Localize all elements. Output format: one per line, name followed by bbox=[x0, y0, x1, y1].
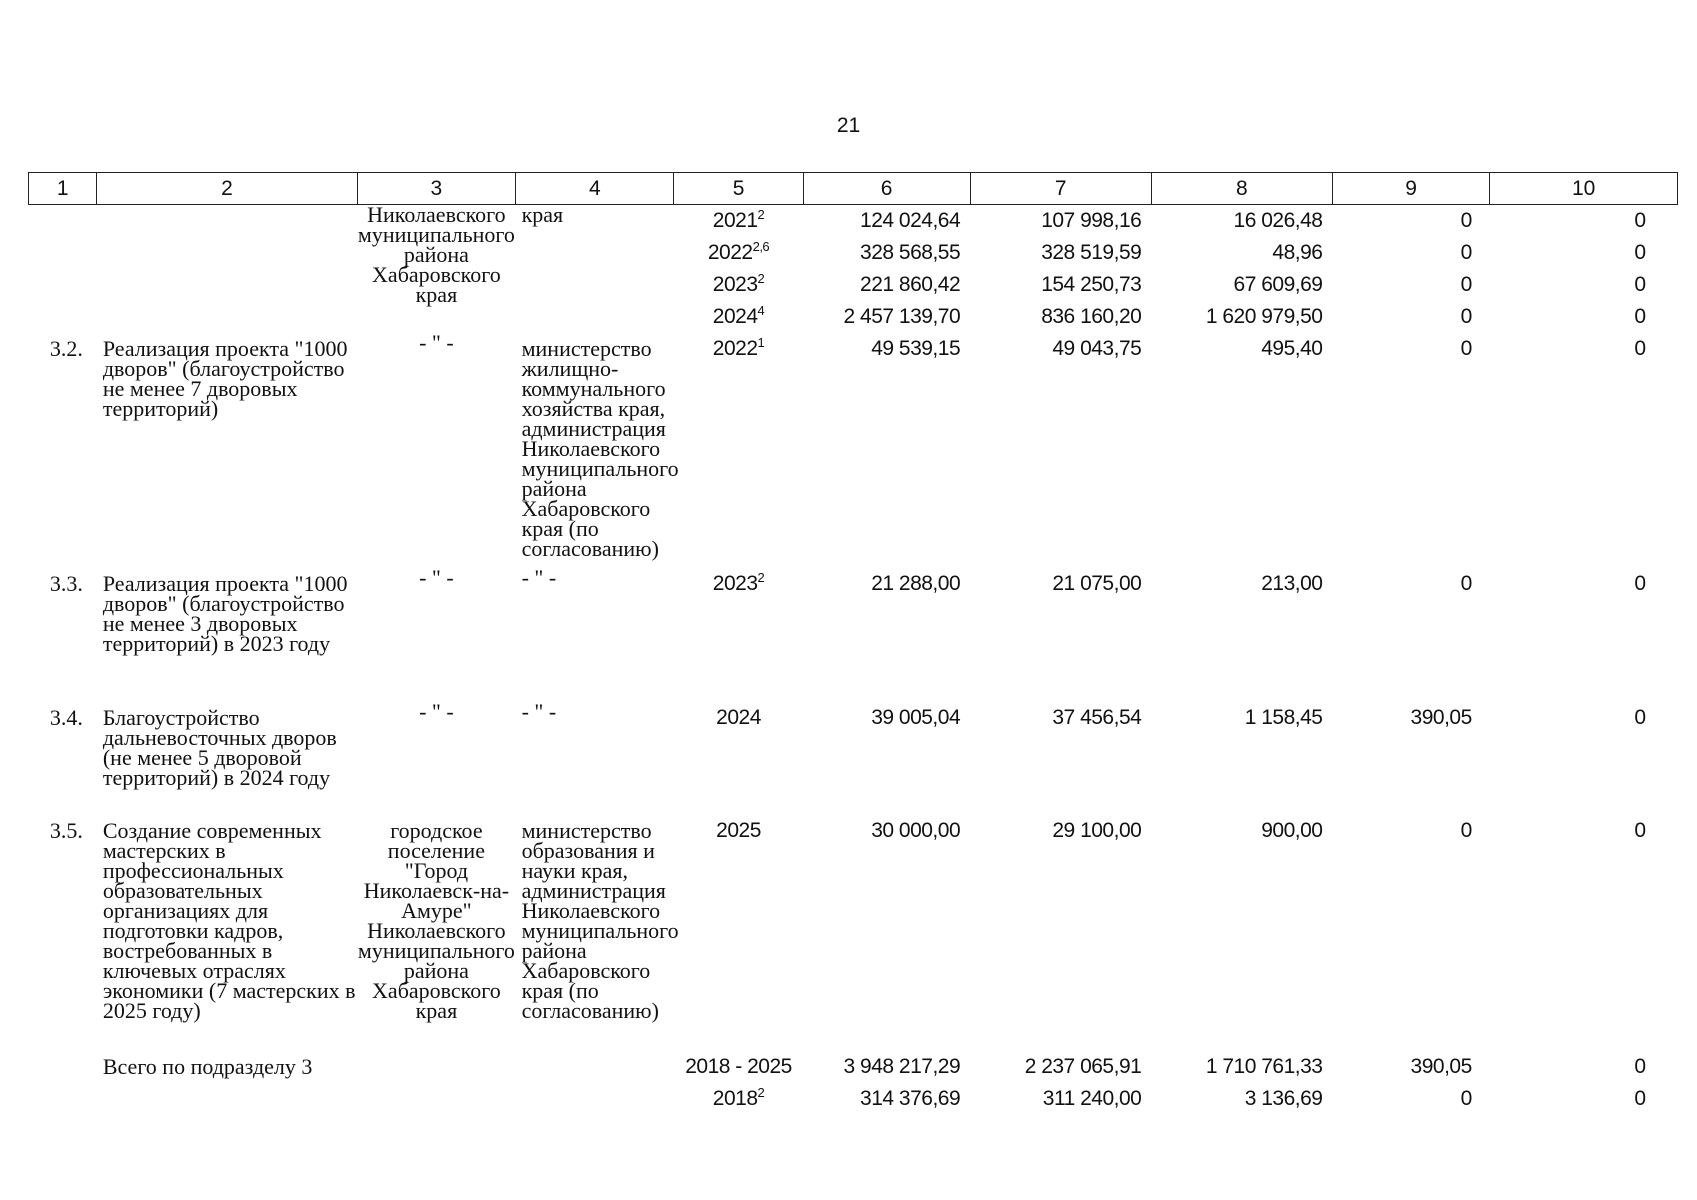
amount-cell: 37 456,54 bbox=[1052, 706, 1142, 729]
amount-cell: 390,05 bbox=[1410, 706, 1472, 729]
responsible-cell: министерство жилищно-коммунального хозяйства края, администрация Николаевского муниципального района Хабаровского края (по согласованию) bbox=[521, 336, 679, 561]
amount-cell: 30 000,00 bbox=[871, 819, 961, 842]
row-number: 3.2. bbox=[49, 336, 83, 361]
year-cell: 2023$^2$ bbox=[712, 271, 765, 296]
amount-cell: 0 bbox=[1460, 337, 1472, 360]
measure-name: Реализация проекта "1000 дворов" (благоустройство не менее 3 дворовых территорий) в 2023 году bbox=[102, 571, 348, 656]
year-cell: 2025 bbox=[716, 819, 761, 842]
amount-cell: 1 710 761,33 bbox=[1205, 1055, 1323, 1078]
column-header: 8 bbox=[1151, 173, 1332, 205]
measure-name: Реализация проекта "1000 дворов" (благоустройство не менее 7 дворовых территорий) bbox=[102, 336, 348, 421]
executor-cell: Николаевского муниципального района Хабаровского края bbox=[357, 202, 515, 307]
total-label: Всего по подразделу 3 bbox=[102, 1054, 313, 1079]
year-cell: 2018 - 2025 bbox=[685, 1055, 792, 1078]
responsible-cell: - " - bbox=[521, 565, 557, 590]
amount-cell: 0 bbox=[1460, 209, 1472, 232]
amount-cell: 29 100,00 bbox=[1052, 819, 1142, 842]
executor-cell: городское поселение "Город Николаевск-на-Амуре" Николаевского муниципального района Хабаровского края bbox=[357, 818, 515, 1023]
year-cell: 2024$^4$ bbox=[712, 303, 765, 328]
column-header: 6 bbox=[803, 173, 970, 205]
row-number: 3.4. bbox=[49, 705, 83, 730]
amount-cell: 213,00 bbox=[1261, 572, 1323, 595]
year-cell: 2022$^{2,6}$ bbox=[707, 239, 770, 264]
amount-cell: 21 288,00 bbox=[871, 572, 961, 595]
amount-cell: 0 bbox=[1634, 209, 1646, 232]
amount-cell: 2 237 065,91 bbox=[1024, 1055, 1142, 1078]
amount-cell: 0 bbox=[1634, 819, 1646, 842]
row-number: 3.5. bbox=[49, 818, 83, 843]
year-cell: 2021$^2$ bbox=[712, 207, 765, 232]
amount-cell: 0 bbox=[1634, 1087, 1646, 1110]
budget-table bbox=[28, 172, 1678, 1115]
amount-cell: 328 519,59 bbox=[1041, 241, 1142, 264]
amount-cell: 16 026,48 bbox=[1233, 209, 1323, 232]
measure-name: Благоустройство дальневосточных дворов (не менее 5 дворовой территорий) в 2024 году bbox=[102, 705, 337, 790]
responsible-cell: - " - bbox=[521, 699, 557, 724]
amount-cell: 0 bbox=[1460, 572, 1472, 595]
column-header: 5 bbox=[674, 173, 803, 205]
table-row-continuation bbox=[29, 237, 1678, 269]
amount-cell: 314 376,69 bbox=[860, 1087, 961, 1110]
table-row bbox=[29, 815, 1678, 1051]
amount-cell: 21 075,00 bbox=[1052, 572, 1142, 595]
responsible-cell: министерство образования и науки края, администрация Николаевского муниципального района Хабаровского края (по согласованию) bbox=[521, 818, 679, 1023]
table-row bbox=[29, 333, 1678, 568]
column-number-row bbox=[29, 173, 1678, 205]
amount-cell: 495,40 bbox=[1261, 337, 1323, 360]
amount-cell: 0 bbox=[1634, 706, 1646, 729]
column-header: 4 bbox=[516, 173, 674, 205]
amount-cell: 0 bbox=[1634, 1055, 1646, 1078]
executor-cell: - " - bbox=[419, 330, 454, 355]
year-cell: 2023$^2$ bbox=[712, 570, 765, 595]
amount-cell: 0 bbox=[1460, 819, 1472, 842]
amount-cell: 836 160,20 bbox=[1041, 305, 1142, 328]
amount-cell: 0 bbox=[1634, 305, 1646, 328]
column-header: 7 bbox=[970, 173, 1151, 205]
amount-cell: 0 bbox=[1634, 273, 1646, 296]
amount-cell: 221 860,42 bbox=[860, 273, 961, 296]
amount-cell: 48,96 bbox=[1272, 241, 1323, 264]
table-row-continuation bbox=[29, 205, 1678, 238]
amount-cell: 328 568,55 bbox=[860, 241, 961, 264]
total-row bbox=[29, 1051, 1678, 1083]
table-row-continuation bbox=[29, 301, 1678, 333]
column-header: 9 bbox=[1332, 173, 1489, 205]
column-header: 1 bbox=[29, 173, 97, 205]
amount-cell: 49 539,15 bbox=[871, 337, 961, 360]
amount-cell: 154 250,73 bbox=[1041, 273, 1142, 296]
amount-cell: 0 bbox=[1460, 241, 1472, 264]
total-row bbox=[29, 1083, 1678, 1115]
year-cell: 2018$^2$ bbox=[712, 1085, 765, 1110]
amount-cell: 124 024,64 bbox=[860, 209, 961, 232]
amount-cell: 0 bbox=[1460, 1087, 1472, 1110]
amount-cell: 39 005,04 bbox=[871, 706, 961, 729]
amount-cell: 2 457 139,70 bbox=[843, 305, 961, 328]
amount-cell: 1 158,45 bbox=[1244, 706, 1323, 729]
amount-cell: 0 bbox=[1634, 241, 1646, 264]
amount-cell: 0 bbox=[1460, 305, 1472, 328]
column-header: 10 bbox=[1490, 173, 1678, 205]
amount-cell: 390,05 bbox=[1410, 1055, 1472, 1078]
year-cell: 2022$^1$ bbox=[712, 335, 765, 360]
amount-cell: 49 043,75 bbox=[1052, 337, 1142, 360]
amount-cell: 311 240,00 bbox=[1042, 1087, 1142, 1110]
row-number: 3.3. bbox=[49, 571, 83, 596]
responsible-cell: края bbox=[521, 202, 564, 227]
amount-cell: 0 bbox=[1460, 273, 1472, 296]
year-cell: 2024 bbox=[716, 706, 761, 729]
amount-cell: 67 609,69 bbox=[1233, 273, 1323, 296]
amount-cell: 1 620 979,50 bbox=[1205, 305, 1323, 328]
amount-cell: 107 998,16 bbox=[1041, 209, 1142, 232]
amount-cell: 0 bbox=[1634, 572, 1646, 595]
table-row bbox=[29, 568, 1678, 702]
amount-cell: 900,00 bbox=[1261, 819, 1323, 842]
measure-name: Создание современных мастерских в профессиональных образовательных организациях для подготовки кадров, востребованных в ключевых отраслях экономики (7 мастерских в 2025 году) bbox=[102, 818, 356, 1023]
amount-cell: 3 136,69 bbox=[1244, 1087, 1323, 1110]
executor-cell: - " - bbox=[419, 699, 454, 724]
amount-cell: 3 948 217,29 bbox=[843, 1055, 961, 1078]
executor-cell: - " - bbox=[419, 565, 454, 590]
table-row-continuation bbox=[29, 269, 1678, 301]
page-number: 21 bbox=[836, 114, 861, 137]
table-row bbox=[29, 702, 1678, 815]
amount-cell: 0 bbox=[1634, 337, 1646, 360]
column-header: 2 bbox=[97, 173, 357, 205]
column-header: 3 bbox=[357, 173, 515, 205]
